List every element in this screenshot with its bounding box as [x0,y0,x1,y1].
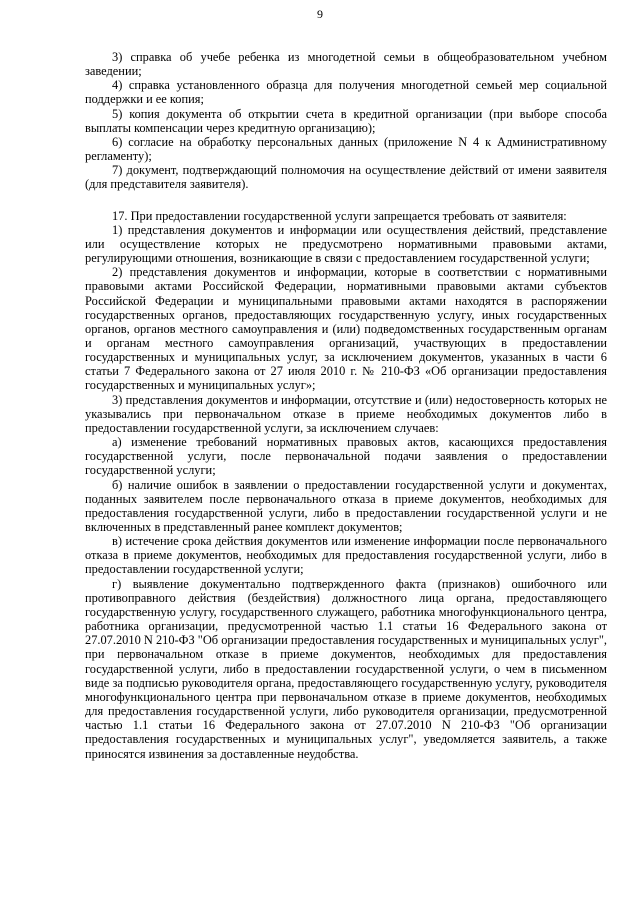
list-item-3-school-certificate: 3) справка об учебе ребенка из многодетной семьи в общеобразовательном учебном заведении; [85,50,607,79]
list-item-4-support-certificate: 4) справка установленного образца для получения многодетной семьей мер социальной поддержки и ее копия; [85,78,607,107]
section-17-item-2: 2) представления документов и информации, которые в соответствии с нормативными правовыми актами Российской Федерации, нормативными правовыми актами субъектов Российской Федерации и муниципальными правовыми актами находятся в распоряжении государственных органов, предоставляющих государственную услугу, иных государственных органов, органов местного самоуправления и (или) подведомственных государственным органам и органам местного самоуправления организаций, участвующих в предоставлении государственных и муниципальных услуг, за исключением документов, указанных в части 6 статьи 7 Федерального закона от 27 июля 2010 г. № 210-ФЗ «Об организации предоставления государственных и муниципальных услуг»; [85,265,607,393]
section-17-subitem-b: б) наличие ошибок в заявлении о предоставлении государственной услуги и документах, поданных заявителем после первоначального отказа в приеме документов, необходимых для предоставления государственной услуги, либо в предоставлении государственной услуги и не включенных в представленный ранее комплект документов; [85,477,607,534]
page-number: 9 [317,7,323,21]
list-item-5-bank-account-copy: 5) копия документа об открытии счета в кредитной организации (при выборе способа выплаты компенсации через кредитную организацию); [85,106,607,135]
section-17-subitem-g: г) выявление документально подтвержденного факта (признаков) ошибочного или противоправного действия (бездействия) должностного лица органа, предоставляющего государственную услугу, государственного служащего, работника многофункционального центра, работника организации, предусмотренной частью 1.1 статьи 16 Федерального закона от 27.07.2010 N 210-ФЗ "Об организации предоставления государственных и муниципальных услуг", при первоначальном отказе в приеме документов, необходимых для предоставления государственной услуги, либо в предоставлении государственной услуги, о чем в письменном виде за подписью руководителя органа, предоставляющего государственную услугу, руководителя многофункционального центра при первоначальном отказе в приеме документов, необходимых для предоставления государственной услуги, либо руководителя организации, предусмотренной частью 1.1 статьи 16 Федерального закона от 27.07.2010 N 210-ФЗ "Об организации предоставления государственных и муниципальных услуг", уведомляется заявитель, а также приносятся извинения за доставленные неудобства. [85,576,607,761]
section-17-subitem-a: а) изменение требований нормативных правовых актов, касающихся предоставления государственной услуги, после первоначальной подачи заявления о предоставлении государственной услуги; [85,435,607,478]
section-17-item-1: 1) представления документов и информации или осуществления действий, представление или осуществление которых не предусмотрено нормативными правовыми актами, регулирующими отношения, возникающие в связи с предоставлением государственной услуги; [85,222,607,266]
section-17-subitem-v: в) истечение срока действия документов или изменение информации после первоначального отказа в приеме документов, необходимых для предоставления государственной услуги, либо в предоставлении государственной услуги; [85,534,607,577]
list-item-6-personal-data-consent: 6) согласие на обработку персональных данных (приложение N 4 к Административному регламенту); [85,134,607,164]
section-17-heading: 17. При предоставлении государственной услуги запрещается требовать от заявителя: [112,208,567,223]
section-17-item-3: 3) представления документов и информации, отсутствие и (или) недостоверность которых не указывались при первоначальном отказе в приеме необходимых документов либо в предоставлении государственной услуги, за исключением случаев: [85,392,607,435]
document-body [85,50,607,761]
list-item-7-authority-document: 7) документ, подтверждающий полномочия на осуществление действий от имени заявителя (для представителя заявителя). [85,163,607,192]
